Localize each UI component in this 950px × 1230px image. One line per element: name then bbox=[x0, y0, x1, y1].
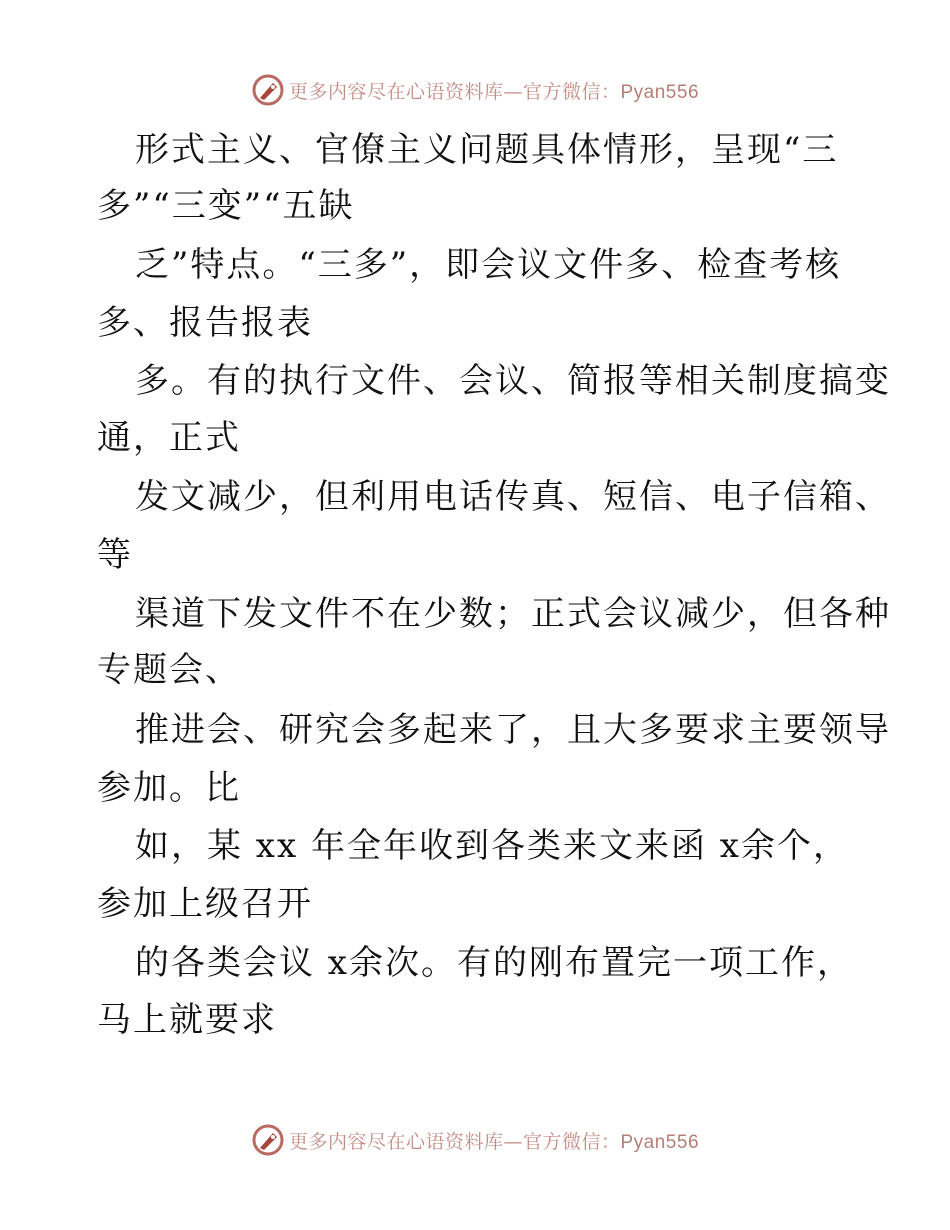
text-line: 马上就要求 bbox=[97, 1000, 277, 1040]
text-line: 渠道下发文件不在少数；正式会议减少，但各种 bbox=[135, 594, 891, 634]
text-line: 乏”特点。“三多”，即会议文件多、检查考核 bbox=[135, 245, 842, 285]
text-line: 多、报告报表 bbox=[97, 303, 313, 343]
text-line: 的各类会议 x余次。有的刚布置完一项工作， bbox=[135, 943, 853, 983]
watermark-handle: Pyan556 bbox=[620, 1131, 700, 1153]
text-line: 参加。比 bbox=[97, 768, 241, 808]
text-line: 发文减少，但利用电话传真、短信、电子信箱、 bbox=[135, 477, 891, 517]
text-line: 形式主义、官僚主义问题具体情形，呈现“三 bbox=[135, 130, 839, 170]
text-line: 多。有的执行文件、会议、简报等相关制度搞变 bbox=[135, 361, 891, 401]
header-watermark bbox=[0, 70, 950, 110]
watermark-handle: Pyan556 bbox=[620, 81, 700, 103]
text-line: 推进会、研究会多起来了，且大多要求主要领导 bbox=[135, 710, 891, 750]
footer-watermark bbox=[0, 1120, 950, 1160]
text-line: 如，某 xx 年全年收到各类来文来函 x余个， bbox=[135, 826, 849, 866]
watermark-text: 更多内容尽在心语资料库—官方微信：Pyan556 bbox=[288, 80, 700, 103]
watermark-text: 更多内容尽在心语资料库—官方微信：Pyan556 bbox=[288, 1130, 700, 1153]
text-line: 通，正式 bbox=[97, 418, 241, 458]
pen-nib-logo-icon bbox=[251, 73, 285, 107]
text-line: 专题会、 bbox=[97, 650, 241, 690]
text-line: 多”“三变”“五缺 bbox=[97, 186, 355, 226]
text-line: 等 bbox=[97, 535, 133, 575]
pen-nib-logo-icon bbox=[251, 1123, 285, 1157]
text-line: 参加上级召开 bbox=[97, 884, 313, 924]
